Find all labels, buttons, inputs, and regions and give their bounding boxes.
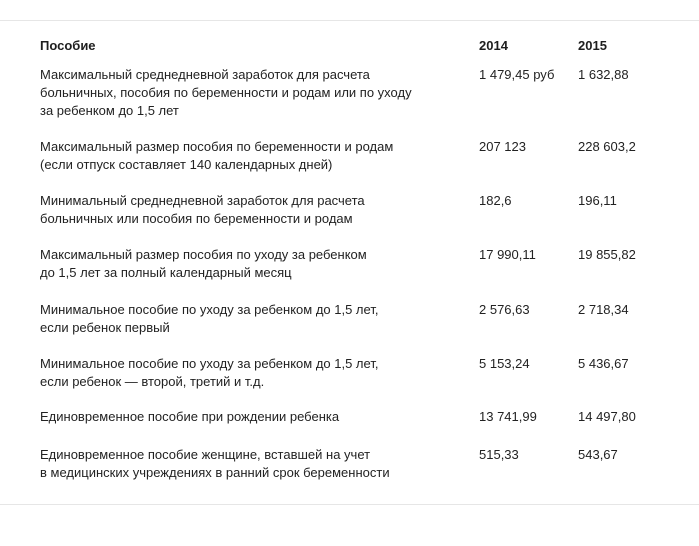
row-7-2015: 14 497,80: [578, 409, 636, 424]
row-6-name-line: если ребенок — второй, третий и т.д.: [40, 374, 265, 389]
row-2-name-line: Максимальный размер пособия по беременности и родам: [40, 139, 394, 154]
row-6-2015: 5 436,67: [578, 356, 629, 371]
row-3-name-line: больничных или пособия по беременности и родам: [40, 211, 353, 226]
row-8-name-line: Единовременное пособие женщине, вставшей на учет: [40, 447, 371, 462]
row-1-name-line: Максимальный среднедневной заработок для расчета: [40, 67, 370, 82]
row-8-name: [40, 446, 390, 482]
row-3-name-line: Минимальный среднедневной заработок для расчета: [40, 193, 365, 208]
row-8-name-line: в медицинских учреждениях в ранний срок беременности: [40, 465, 390, 480]
row-4-2014: 17 990,11: [479, 247, 536, 262]
row-6-2014: 5 153,24: [479, 356, 530, 371]
row-5-2015: 2 718,34: [578, 302, 629, 317]
row-5-2014: 2 576,63: [479, 302, 530, 317]
row-7-name: [40, 408, 339, 426]
row-2-2015: 228 603,2: [578, 139, 636, 154]
row-8-2015: 543,67: [578, 447, 618, 462]
row-2-2014: 207 123: [479, 139, 526, 154]
bottom-divider: [0, 504, 699, 505]
row-5-name-line: если ребенок первый: [40, 320, 170, 335]
row-1-name-line: больничных, пособия по беременности и родам или по уходу: [40, 85, 412, 100]
row-4-name-line: до 1,5 лет за полный календарный месяц: [40, 265, 292, 280]
row-4-name: [40, 246, 367, 282]
row-6-name: [40, 355, 378, 391]
row-1-2015: 1 632,88: [578, 67, 629, 82]
row-1-name: [40, 66, 412, 120]
row-4-name-line: Максимальный размер пособия по уходу за ребенком: [40, 247, 367, 262]
header-2014: 2014: [479, 38, 508, 53]
row-7-name-line: Единовременное пособие при рождении ребенка: [40, 409, 340, 424]
row-7-2014: 13 741,99: [479, 409, 537, 424]
row-3-2015: 196,11: [578, 193, 617, 208]
row-6-name-line: Минимальное пособие по уходу за ребенком до 1,5 лет,: [40, 356, 379, 371]
row-3-name: [40, 192, 365, 228]
row-1-2014: 1 479,45 руб: [479, 67, 555, 82]
header-2015: 2015: [578, 38, 607, 53]
row-5-name: [40, 301, 378, 337]
row-2-name: [40, 138, 393, 174]
top-divider: [0, 20, 699, 21]
row-3-2014: 182,6: [479, 193, 512, 208]
row-2-name-line: (если отпуск составляет 140 календарных дней): [40, 157, 333, 172]
row-5-name-line: Минимальное пособие по уходу за ребенком до 1,5 лет,: [40, 302, 379, 317]
row-4-2015: 19 855,82: [578, 247, 636, 262]
header-benefit: Пособие: [40, 38, 96, 53]
row-1-name-line: за ребенком до 1,5 лет: [40, 103, 179, 118]
row-8-2014: 515,33: [479, 447, 519, 462]
